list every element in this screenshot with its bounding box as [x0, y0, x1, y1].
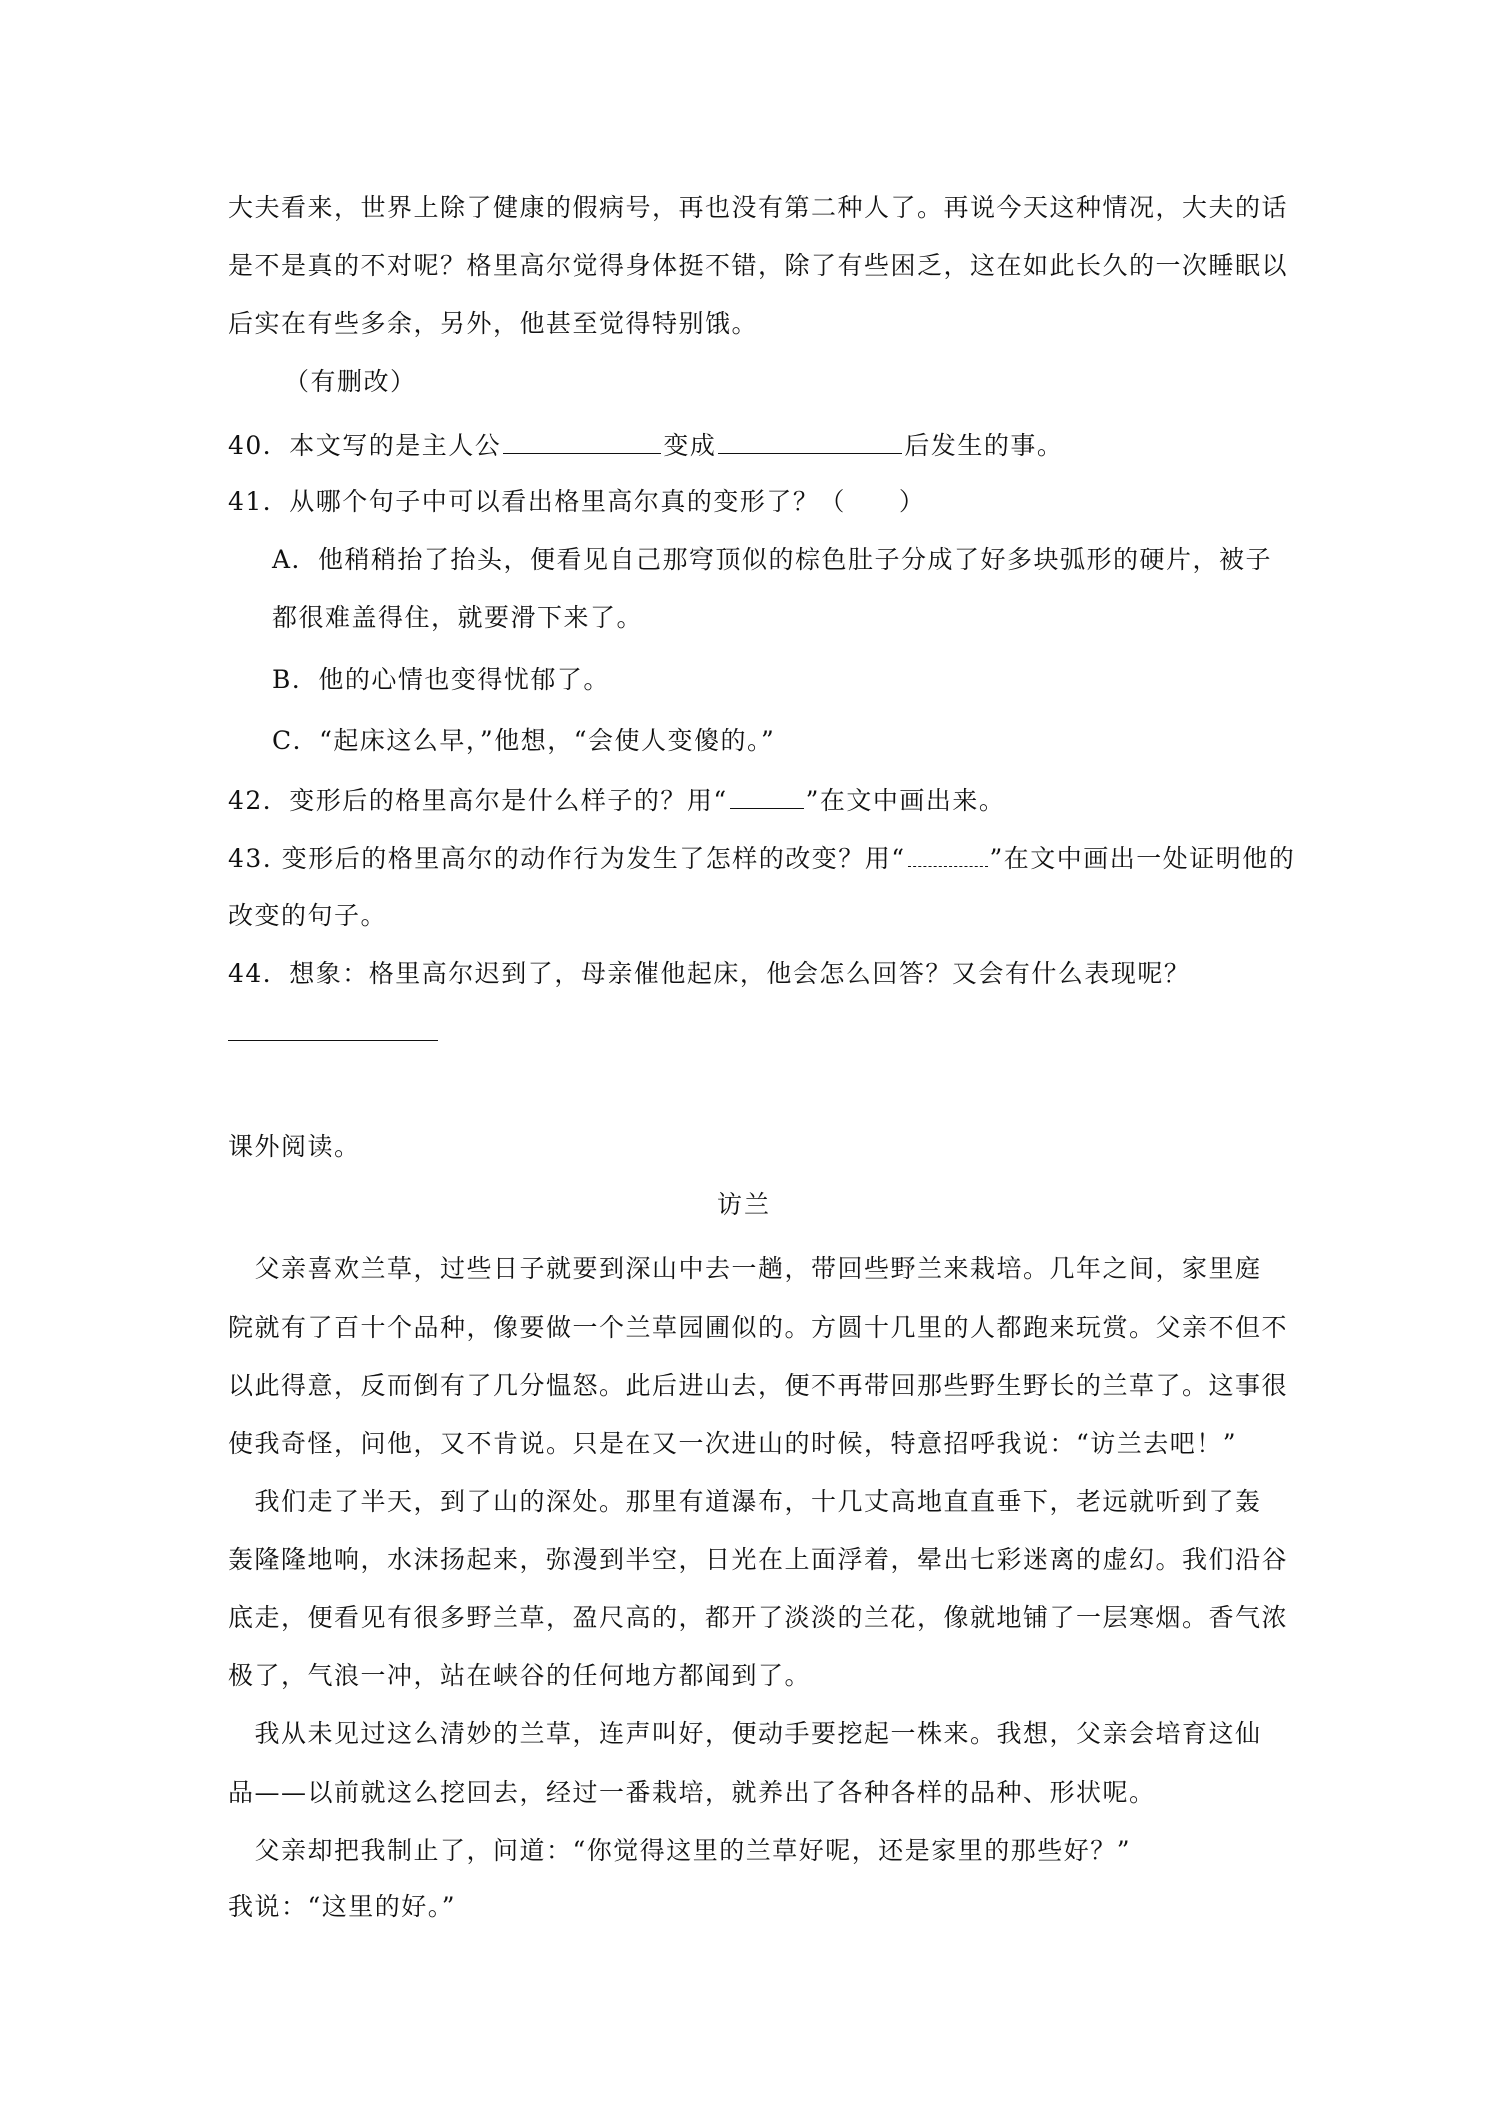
question-41-stem: 41．从哪个句子中可以看出格里高尔真的变形了？（ ）	[228, 487, 926, 516]
q42-underline-mark	[730, 782, 804, 809]
passage-line-2: 是不是真的不对呢？格里高尔觉得身体挺不错，除了有些困乏，这在如此长久的一次睡眠以	[228, 251, 1289, 280]
q40-prefix: 40．本文写的是主人公	[228, 431, 502, 460]
question-43	[228, 840, 1296, 876]
q41-option-a-line1: A．他稍稍抬了抬头，便看见自己那穹顶似的棕色肚子分成了好多块弧形的硬片，被子	[272, 545, 1273, 574]
article-line-9: 我从未见过这么清妙的兰草，连声叫好，便动手要挖起一株来。我想，父亲会培育这仙	[228, 1719, 1262, 1748]
article-line-2: 院就有了百十个品种，像要做一个兰草园圃似的。方圆十几里的人都跑来玩赏。父亲不但不	[228, 1313, 1289, 1342]
article-line-1: 父亲喜欢兰草，过些日子就要到深山中去一趟，带回些野兰来栽培。几年之间，家里庭	[228, 1254, 1262, 1283]
q40-middle: 变成	[663, 431, 717, 460]
q41-option-c: C．“起床这么早，”他想，“会使人变傻的。”	[272, 726, 776, 755]
article-line-5: 我们走了半天，到了山的深处。那里有道瀑布，十几丈高地直直垂下，老远就听到了轰	[228, 1487, 1262, 1516]
article-line-3: 以此得意，反而倒有了几分愠怒。此后进山去，便不再带回那些野生野长的兰草了。这事很	[228, 1371, 1289, 1400]
q40-suffix: 后发生的事。	[904, 431, 1064, 460]
article-line-11: 父亲却把我制止了，问道：“你觉得这里的兰草好呢，还是家里的那些好？”	[228, 1836, 1132, 1865]
q43-prefix: 43. 变形后的格里高尔的动作行为发生了怎样的改变？用“	[228, 844, 906, 873]
q40-blank-1[interactable]	[503, 427, 661, 454]
question-40	[228, 427, 1268, 463]
q42-prefix: 42．变形后的格里高尔是什么样子的？用“	[228, 786, 728, 815]
article-line-6: 轰隆隆地响，水沫扬起来，弥漫到半空，日光在上面浮着，晕出七彩迷离的虚幻。我们沿谷	[228, 1545, 1289, 1574]
question-44: 44．想象：格里高尔迟到了，母亲催他起床，他会怎么回答？又会有什么表现呢？	[228, 959, 1191, 988]
question-42	[228, 782, 1268, 818]
passage-source-note: （有删改）	[284, 367, 417, 396]
section-heading: 课外阅读。	[228, 1132, 361, 1161]
passage-line-1: 大夫看来，世界上除了健康的假病号，再也没有第二种人了。再说今天这种情况，大夫的话	[228, 193, 1289, 222]
article-line-10: 品——以前就这么挖回去，经过一番栽培，就养出了各种各样的品种、形状呢。	[228, 1778, 1156, 1807]
q43-suffix: ”在文中画出一处证明他的	[989, 844, 1296, 873]
article-line-8: 极了，气浪一冲，站在峡谷的任何地方都闻到了。	[228, 1661, 812, 1690]
q43-underline-mark	[908, 840, 988, 867]
article-line-7: 底走，便看见有很多野兰草，盈尺高的，都开了淡淡的兰花，像就地铺了一层寒烟。香气浓	[228, 1603, 1289, 1632]
q41-option-b: B．他的心情也变得忧郁了。	[272, 665, 610, 694]
q40-blank-2[interactable]	[718, 427, 902, 454]
passage-line-3: 后实在有些多余，另外，他甚至觉得特别饿。	[228, 309, 759, 338]
question-43-line2: 改变的句子。	[228, 901, 388, 930]
q44-answer-line[interactable]	[228, 1040, 438, 1041]
q42-suffix: ”在文中画出来。	[805, 786, 1006, 815]
article-line-4: 使我奇怪，问他，又不肯说。只是在又一次进山的时候，特意招呼我说：“访兰去吧！”	[228, 1429, 1238, 1458]
q41-option-a-line2: 都很难盖得住，就要滑下来了。	[272, 603, 644, 632]
article-line-12: 我说：“这里的好。”	[228, 1892, 457, 1921]
article-title: 访兰	[716, 1190, 771, 1219]
